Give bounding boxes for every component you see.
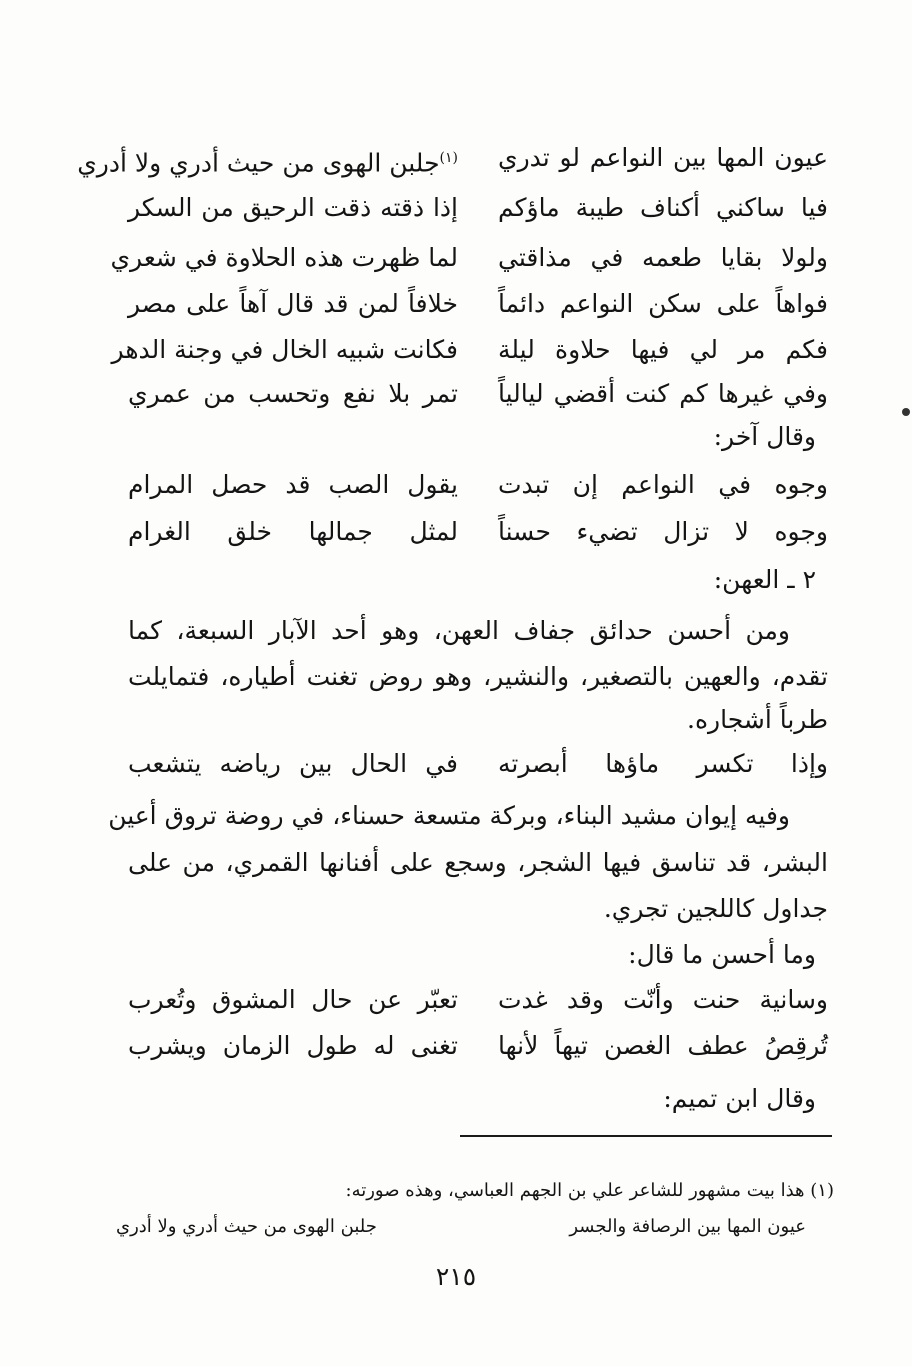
verse-second-hemistich: تمر بلا نفع وتحسب من عمري [128,379,458,408]
verse-line [128,183,828,233]
footnote-divider [460,1135,832,1137]
verse-first-hemistich: تُرقِصُ عطف الغصن تيهاً لأنها [498,1031,828,1060]
verse-line [128,1021,828,1071]
verse-line [128,975,828,1025]
verse-second-hemistich: $^{(١)}$جلبن الهوى من حيث أدري ولا أدري [77,148,458,178]
poem-intro: وما أحسن ما قال: [628,940,816,969]
paragraph-line: البشر، قد تناسق فيها الشجر، وسجع على أفنانها القمري، من على [128,848,828,877]
verse-line [128,279,828,329]
footnote-marker: (١) [439,150,458,166]
verse-first-hemistich: فكم مر لي فيها حلاوة ليلة [498,335,828,364]
verse-first-hemistich: فواهاً على سكن النواعم دائماً [498,289,828,318]
paragraph-line: طرباً أشجاره. [687,705,828,734]
verse-first-hemistich: فيا ساكني أكناف طيبة ماؤكم [498,193,828,222]
verse-second-hemistich: يقول الصب قد حصل المرام [128,470,458,499]
verse-first-hemistich: وإذا تكسر ماؤها أبصرته [498,749,828,778]
paragraph-line: جداول كاللجين تجري. [603,894,828,923]
verse-line [128,739,828,789]
margin-speck [902,408,910,416]
verse-second-hemistich: فكانت شبيه الخال في وجنة الدهر [111,335,458,364]
verse-first-hemistich: عيون المها بين النواعم لو تدري [498,143,828,172]
verse-second-hemistich: إذا ذقته ذقت الرحيق من السكر [128,193,458,222]
footnote-verse-first: عيون المها بين الرصافة والجسر [569,1216,806,1237]
paragraph-line: وفيه إيوان مشيد البناء، وبركة متسعة حسناء، في روضة تروق أعين [108,801,790,830]
verse-line [77,133,828,183]
poem-intro: وقال آخر: [713,422,816,451]
verse-second-hemistich: خلافاً لمن قد قال آهاً على مصر [128,289,458,318]
verse-second-hemistich: لمثل جمالها خلق الغرام [128,517,458,546]
section-heading: ٢ ـ العهن: [713,565,816,594]
footnote-verse-second: جلبن الهوى من حيث أدري ولا أدري [116,1216,377,1237]
verse-second-hemistich: تعبّر عن حال المشوق وتُعرب [128,985,458,1014]
verse-line [111,325,828,375]
paragraph-line: ومن أحسن حدائق جفاف العهن، وهو أحد الآبار السبعة، كما [128,616,790,645]
verse-line [110,233,828,283]
footnote-text: (١) هذا بيت مشهور للشاعر علي بن الجهم العباسي، وهذه صورته: [345,1180,834,1201]
verse-first-hemistich: ولولا بقايا طعمه في مذاقتي [498,243,828,272]
verse-first-hemistich: وجوه لا تزال تضيء حسناً [498,517,828,546]
verse-line [128,460,828,510]
verse-second-hemistich: لما ظهرت هذه الحلاوة في شعري [110,243,458,272]
verse-first-hemistich: وجوه في النواعم إن تبدت [498,470,828,499]
verse-line [128,507,828,557]
verse-second-hemistich: في الحال بين رياضه يتشعب [128,749,458,778]
verse-first-hemistich: وفي غيرها كم كنت أقضي ليالياً [498,379,828,408]
verse-first-hemistich: وسانية حنت وأنّت وقد غدت [498,985,828,1014]
paragraph-line: تقدم، والعهين بالتصغير، والنشير، وهو روض تغنت أطياره، فتمايلت [128,662,828,691]
verse-second-hemistich: تغنى له طول الزمان ويشرب [128,1031,458,1060]
poem-intro: وقال ابن تميم: [663,1084,816,1113]
page-number: ٢١٥ [435,1262,477,1291]
